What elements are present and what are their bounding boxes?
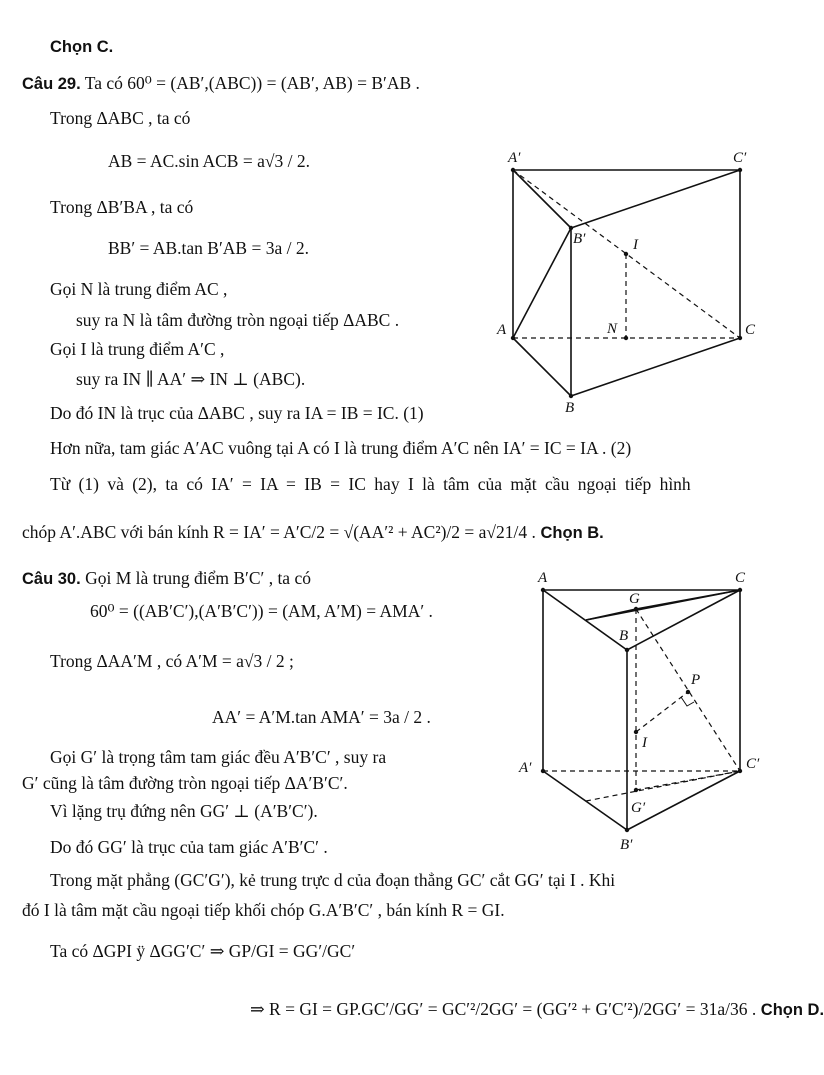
formula-line: Ta có ΔGPI ÿ ΔGG′C′ ⇒ GP/GI = GG′/GC′ — [50, 941, 356, 961]
question-29-text: Ta có 60⁰ = (AB′,(ABC)) = (AB′, AB) = B′AB . — [80, 73, 420, 93]
text-line: Gọi G′ là trọng tâm tam giác đều A′B′C′ , suy ra — [50, 747, 387, 767]
formula-line: Trong ΔAA′M , có A′M = a√3 / 2 ; — [50, 651, 294, 671]
answer-29: Chọn B. — [535, 524, 604, 542]
point — [634, 730, 638, 734]
label-b-prime: B′ — [573, 231, 586, 247]
point — [625, 828, 629, 832]
point — [625, 648, 629, 652]
question-30-label: Câu 30. — [22, 570, 81, 588]
label-p: P — [691, 672, 701, 688]
text-line: Vì lặng trụ đứng nên GG′ ⊥ (A′B′C′). — [50, 801, 318, 821]
text-line: suy ra IN ∥ AA′ ⇒ IN ⊥ (ABC). — [76, 369, 306, 389]
label-i: I — [642, 735, 647, 751]
text-line: Hơn nữa, tam giác A′AC vuông tại A có I là trung điểm A′C nên IA′ = IC = IA . (2) — [50, 438, 632, 458]
hidden-edge-ip — [636, 692, 688, 732]
point — [541, 588, 545, 592]
label-i: I — [633, 237, 638, 253]
text-line: Trong mặt phẳng (GC′G′), kẻ trung trực d của đoạn thẳng GC′ cắt GG′ tại I . Khi — [50, 870, 616, 890]
label-a: A — [538, 570, 548, 586]
formula-radius-30: ⇒ R = GI = GP.GC′/GG′ = GC′²/2GG′ = (GG′² + G′C′²)/2GG′ = 31a/36 . — [250, 999, 757, 1019]
point — [634, 607, 638, 611]
label-b: B — [565, 400, 575, 416]
formula-line: 60⁰ = ((AB′C′),(A′B′C′)) = (AM, A′M) = AMA′ . — [90, 601, 433, 621]
text-line: Trong ΔABC , ta có — [50, 108, 191, 128]
text-line: Gọi I là trung điểm A′C , — [50, 339, 225, 359]
text-line: đó I là tâm mặt cầu ngoại tiếp khối chóp G.A′B′C′ , bán kính R = GI. — [22, 900, 505, 920]
point — [686, 690, 690, 694]
edge — [586, 590, 740, 620]
point — [738, 769, 742, 773]
label-c-prime: C′ — [746, 756, 760, 772]
text-line: suy ra N là tâm đường tròn ngoại tiếp ΔABC . — [76, 310, 400, 330]
edge — [627, 590, 740, 650]
label-c: C — [745, 322, 756, 338]
label-b-prime: B′ — [620, 837, 633, 853]
label-c-prime: C′ — [733, 150, 747, 166]
label-g-prime: G′ — [631, 800, 646, 816]
label-c: C — [735, 570, 746, 586]
edge — [543, 590, 627, 650]
formula-radius-29: chóp A′.ABC với bán kính R = IA′ = A′C/2 = √(AA′² + AC²)/2 = a√21/4 . — [22, 522, 536, 542]
hidden-edge — [636, 771, 740, 790]
answer-30: Chọn D. — [756, 1001, 824, 1019]
label-g: G — [629, 591, 640, 607]
formula-line: AA′ = A′M.tan AMA′ = 3a / 2 . — [212, 707, 431, 727]
right-angle-mark — [681, 697, 694, 706]
edge — [543, 771, 627, 830]
line-choose-c: Chọn C. — [50, 38, 114, 56]
label-a-prime: A′ — [519, 760, 532, 776]
label-n: N — [607, 321, 618, 337]
text-line: G′ cũng là tâm đường tròn ngoại tiếp ΔA′B′C′. — [22, 773, 348, 793]
point — [738, 588, 742, 592]
question-30-text: Gọi M là trung điểm B′C′ , ta có — [80, 568, 311, 588]
text-line: Từ (1) và (2), ta có IA′ = IA = IB = IC hay I là tâm của mặt cầu ngoại tiếp hình — [50, 474, 691, 494]
text-line: Do đó IN là trục của ΔABC , suy ra IA = IB = IC. (1) — [50, 403, 424, 423]
text-line: Do đó GG′ là trục của tam giác A′B′C′ . — [50, 837, 328, 857]
label-b: B — [619, 628, 629, 644]
point — [541, 769, 545, 773]
point — [634, 788, 638, 792]
label-a-prime: A′ — [508, 150, 521, 166]
formula-line: BB′ = AB.tan B′AB = 3a / 2. — [108, 238, 309, 258]
question-29-label: Câu 29. — [22, 75, 81, 93]
formula-line: AB = AC.sin ACB = a√3 / 2. — [108, 151, 310, 171]
label-a: A — [497, 322, 507, 338]
text-line: Gọi N là trung điểm AC , — [50, 279, 228, 299]
text-line: Trong ΔB′BA , ta có — [50, 197, 194, 217]
